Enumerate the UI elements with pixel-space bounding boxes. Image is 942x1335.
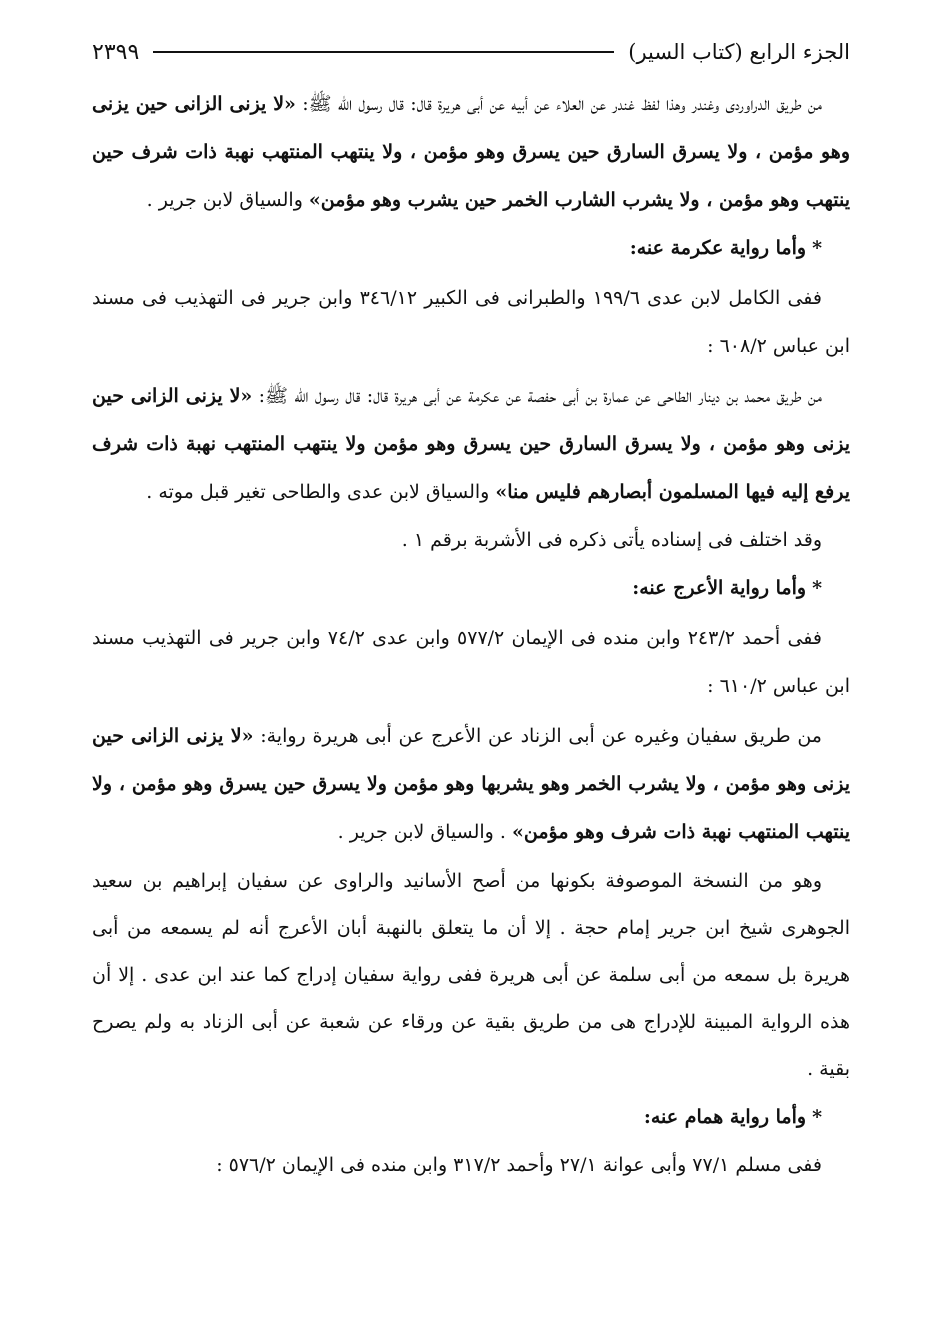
paragraph-p7 (92, 858, 850, 1093)
page-number: ٢٣٩٩ (92, 39, 140, 65)
text-segment: وهو من النسخة الموصوفة بكونها من أصح الأسانيد والراوى عن سفيان إبراهيم بن سعيد الجوهرى شيخ ابن جرير إمام حجة . إلا أن ما يتعلق بالنهبة أبان الأعرج أنه لم يسمعه من أبى هريرة بل سمعه من أبى سلمة عن أبى هريرة ففى رواية سفيان إدراج كما عند ابن عدى . إلا أن هذه الرواية المبينة للإدراج هى من طريق بقية عن ورقاء عن شعبة عن أبى الزناد به ولم يصرح بقية . (92, 870, 850, 1080)
hadith-quote: «لا يزنى الزانى حين يزنى وهو مؤمن ، ولا يشرب الخمر وهو يشربها وهو مؤمن ولا يسرق حين يسرق وهو مؤمن ، ولا ينتهب المنتهب نهبة ذات شرف وهو مؤمن» (92, 725, 850, 843)
page-header (92, 34, 850, 70)
text-segment: من طريق محمد بن دينار الطاحى عن عمارة بن أبى حفصة عن عكرمة عن أبى هريرة قال: قال رسول الله ﷺ: (252, 385, 822, 407)
heading-text: وأما رواية الأعرج عنه: (632, 577, 807, 599)
star-icon: * (812, 237, 822, 259)
text-segment: ففى مسلم ٧٧/١ وأبى عوانة ٢٧/١ وأحمد ٣١٧/٢ وابن منده فى الإيمان ٥٧٦/٢ : (216, 1154, 822, 1176)
paragraph-p2 (92, 274, 850, 370)
paragraph-p3 (92, 372, 850, 516)
hadith-quote: «لا يزنى الزانى حين يزنى وهو مؤمن ، ولا يسرق السارق حين يسرق وهو مؤمن ، ولا ينتهب المنتهب نهبة ذات شرف حين ينتهب وهو مؤمن ، ولا يشرب الشارب الخمر حين يشرب وهو مؤمن» (92, 93, 850, 211)
text-segment: والسياق لابن عدى والطاحى تغير قبل موته . (146, 481, 496, 503)
header-rule (153, 51, 614, 53)
running-title: الجزء الرابع (كتاب السير) (628, 40, 850, 64)
section-heading-araj (92, 564, 850, 612)
hadith-quote: «لا يزنى الزانى حين يزنى وهو مؤمن ، ولا يسرق السارق حين يسرق وهو مؤمن ولا ينتهب المنتهب نهبة ذات شرف يرفع إليه فيها المسلمون أبصارهم فليس منا» (92, 385, 850, 503)
star-icon: * (812, 577, 822, 599)
star-icon: * (812, 1106, 822, 1128)
section-heading-hammam (92, 1093, 850, 1141)
text-segment: من طريق الدراوردى وغندر وهذا لفظ غندر عن العلاء عن أبيه عن أبى هريرة قال: قال رسول الله ﷺ: (295, 93, 822, 115)
text-segment: ففى أحمد ٢٤٣/٢ وابن منده فى الإيمان ٥٧٧/٢ وابن عدى ٧٤/٢ وابن جرير فى التهذيب مسند ابن عباس ٦١٠/٢ : (92, 627, 850, 697)
heading-text: وأما رواية همام عنه: (643, 1106, 807, 1128)
paragraph-p6 (92, 712, 850, 856)
paragraph-p5 (92, 614, 850, 710)
text-segment: وقد اختلف فى إسناده يأتى ذكره فى الأشربة برقم ١ . (401, 529, 822, 551)
text-segment: والسياق لابن جرير . (146, 189, 309, 211)
paragraph-p4 (92, 516, 850, 564)
text-segment: . والسياق لابن جرير . (337, 821, 512, 843)
text-segment: ففى الكامل لابن عدى ١٩٩/٦ والطبرانى فى الكبير ٣٤٦/١٢ وابن جرير فى التهذيب فى مسند ابن عباس ٦٠٨/٢ : (92, 287, 850, 357)
text-segment: من طريق سفيان وغيره عن أبى الزناد عن الأعرج عن أبى هريرة رواية: (253, 725, 822, 747)
paragraph-p1 (92, 80, 850, 224)
heading-text: وأما رواية عكرمة عنه: (629, 237, 807, 259)
section-heading-ikrima (92, 224, 850, 272)
paragraph-p8 (92, 1141, 850, 1189)
body-text (92, 80, 850, 1189)
